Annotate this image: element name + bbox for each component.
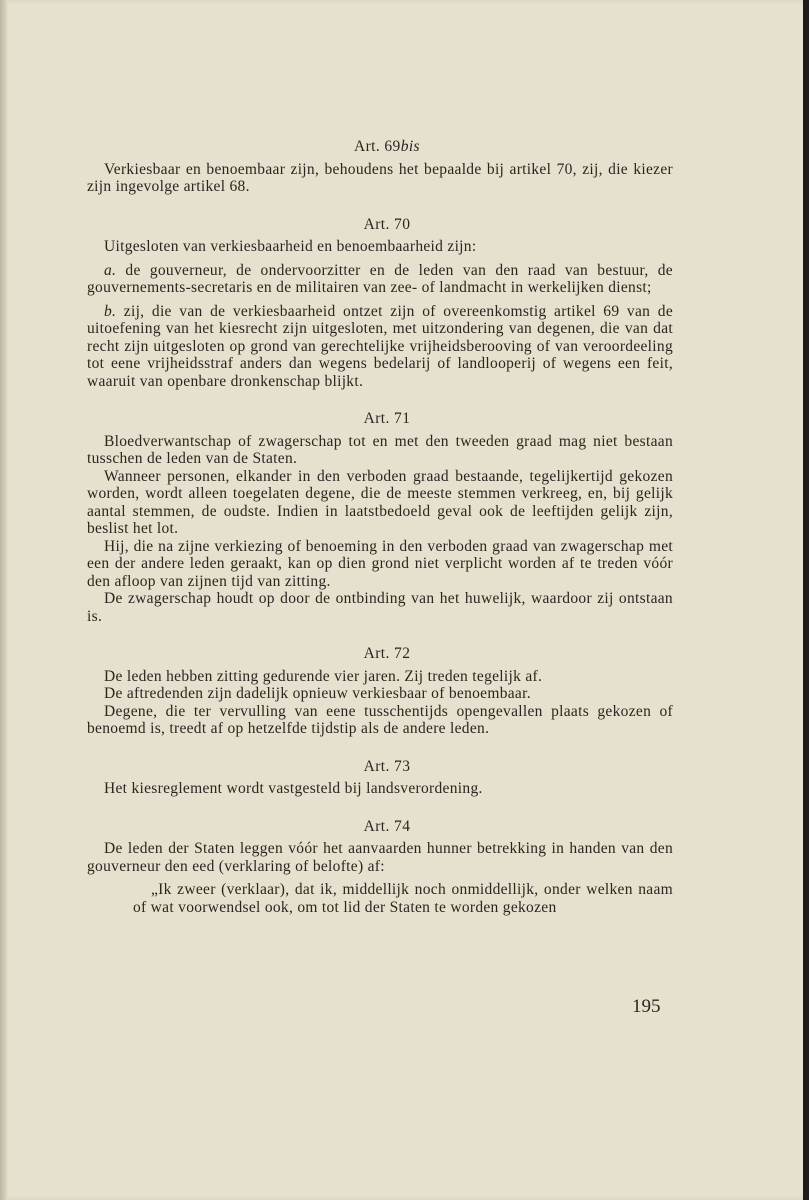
art-70-item-a: a. de gouverneur, de ondervoorzitter en de leden van den raad van bestuur, de gouvernements-secretaris en de militairen van zee- of landmacht in werkelijken dienst;	[87, 261, 673, 296]
art-72-paragraph-3: Degene, die ter vervulling van eene tusschentijds opengevallen plaats gekozen of benoemd is, treedt af op hetzelfde tijdstip als de andere leden.	[87, 702, 673, 737]
art-72-paragraph-2: De aftredenden zijn dadelijk opnieuw verkiesbaar of benoembaar.	[104, 685, 531, 702]
art-72-heading: Art. 72	[363, 645, 411, 662]
item-a-label: a.	[104, 261, 117, 279]
art-71-paragraph-1: Bloedverwantschap of zwagerschap tot en met den tweeden graad mag niet bestaan tusschen de leden van de Staten.	[87, 432, 673, 467]
page-content	[87, 138, 673, 916]
item-b-label: b.	[104, 302, 117, 320]
art-70-heading: Art. 70	[363, 215, 411, 233]
art-73-paragraph: Het kiesreglement wordt vastgesteld bij landsverordening.	[104, 780, 483, 797]
page-edge	[0, 0, 7, 1200]
art-72-paragraph-1: De leden hebben zitting gedurende vier jaren. Zij treden tegelijk af.	[104, 667, 543, 685]
art-74-paragraph: De leden der Staten leggen vóór het aanvaarden hunner betrekking in handen van den gouverneur den eed (verklaring of belofte) af:	[87, 840, 673, 875]
art-70-item-b: b. zij, die van de verkiesbaarheid ontzet zijn of overeenkomstig artikel 69 van de uitoefening van het kiesrecht zijn uitgesloten, met uitzondering van degenen, die van dat recht zijn uitgesloten op grond van gerechtelijke vrijheidsberooving of van veroordeeling tot eene vrijheidsstraf anders dan wegens bedelarij of landlooperij of wegens een feit, waaruit van openbare dronkenschap blijkt.	[87, 302, 673, 390]
art-71-heading: Art. 71	[363, 410, 411, 427]
art-69bis-paragraph: Verkiesbaar en benoembaar zijn, behoudens het bepaalde bij artikel 70, zij, die kiezer zijn ingevolge artikel 68.	[87, 160, 673, 195]
art-71-paragraph-4: De zwagerschap houdt op door de ontbinding van het huwelijk, waardoor zij ontstaan is.	[87, 590, 673, 625]
art-73-heading: Art. 73	[363, 757, 411, 775]
oath-quote: „Ik zweer (verklaar), dat ik, middellijk noch onmiddellijk, onder welken naam of wat voorwendsel ook, om tot lid der Staten te worden gekozen	[133, 881, 673, 916]
page-number: 195	[632, 996, 661, 1017]
art-70-intro: Uitgesloten van verkiesbaarheid en benoembaarheid zijn:	[104, 238, 477, 255]
art-71-paragraph-2: Wanneer personen, elkander in den verboden graad bestaande, tegelijkertijd gekozen worden, wordt alleen toegelaten degene, die de meeste stemmen verkreeg, en, bij gelijk aantal stemmen, de oudste. Indien in laatstbedoeld geval ook de leeftijden gelijk zijn, beslist het lot.	[87, 467, 673, 537]
art-69bis-heading: Art. 69bis	[353, 138, 420, 155]
art-71-paragraph-3: Hij, die na zijne verkiezing of benoeming in den verboden graad van zwagerschap met een der andere leden geraakt, kan op dien grond niet verplicht worden af te treden vóór den afloop van zijnen tijd van zitting.	[87, 537, 673, 590]
art-74-heading: Art. 74	[363, 817, 411, 835]
